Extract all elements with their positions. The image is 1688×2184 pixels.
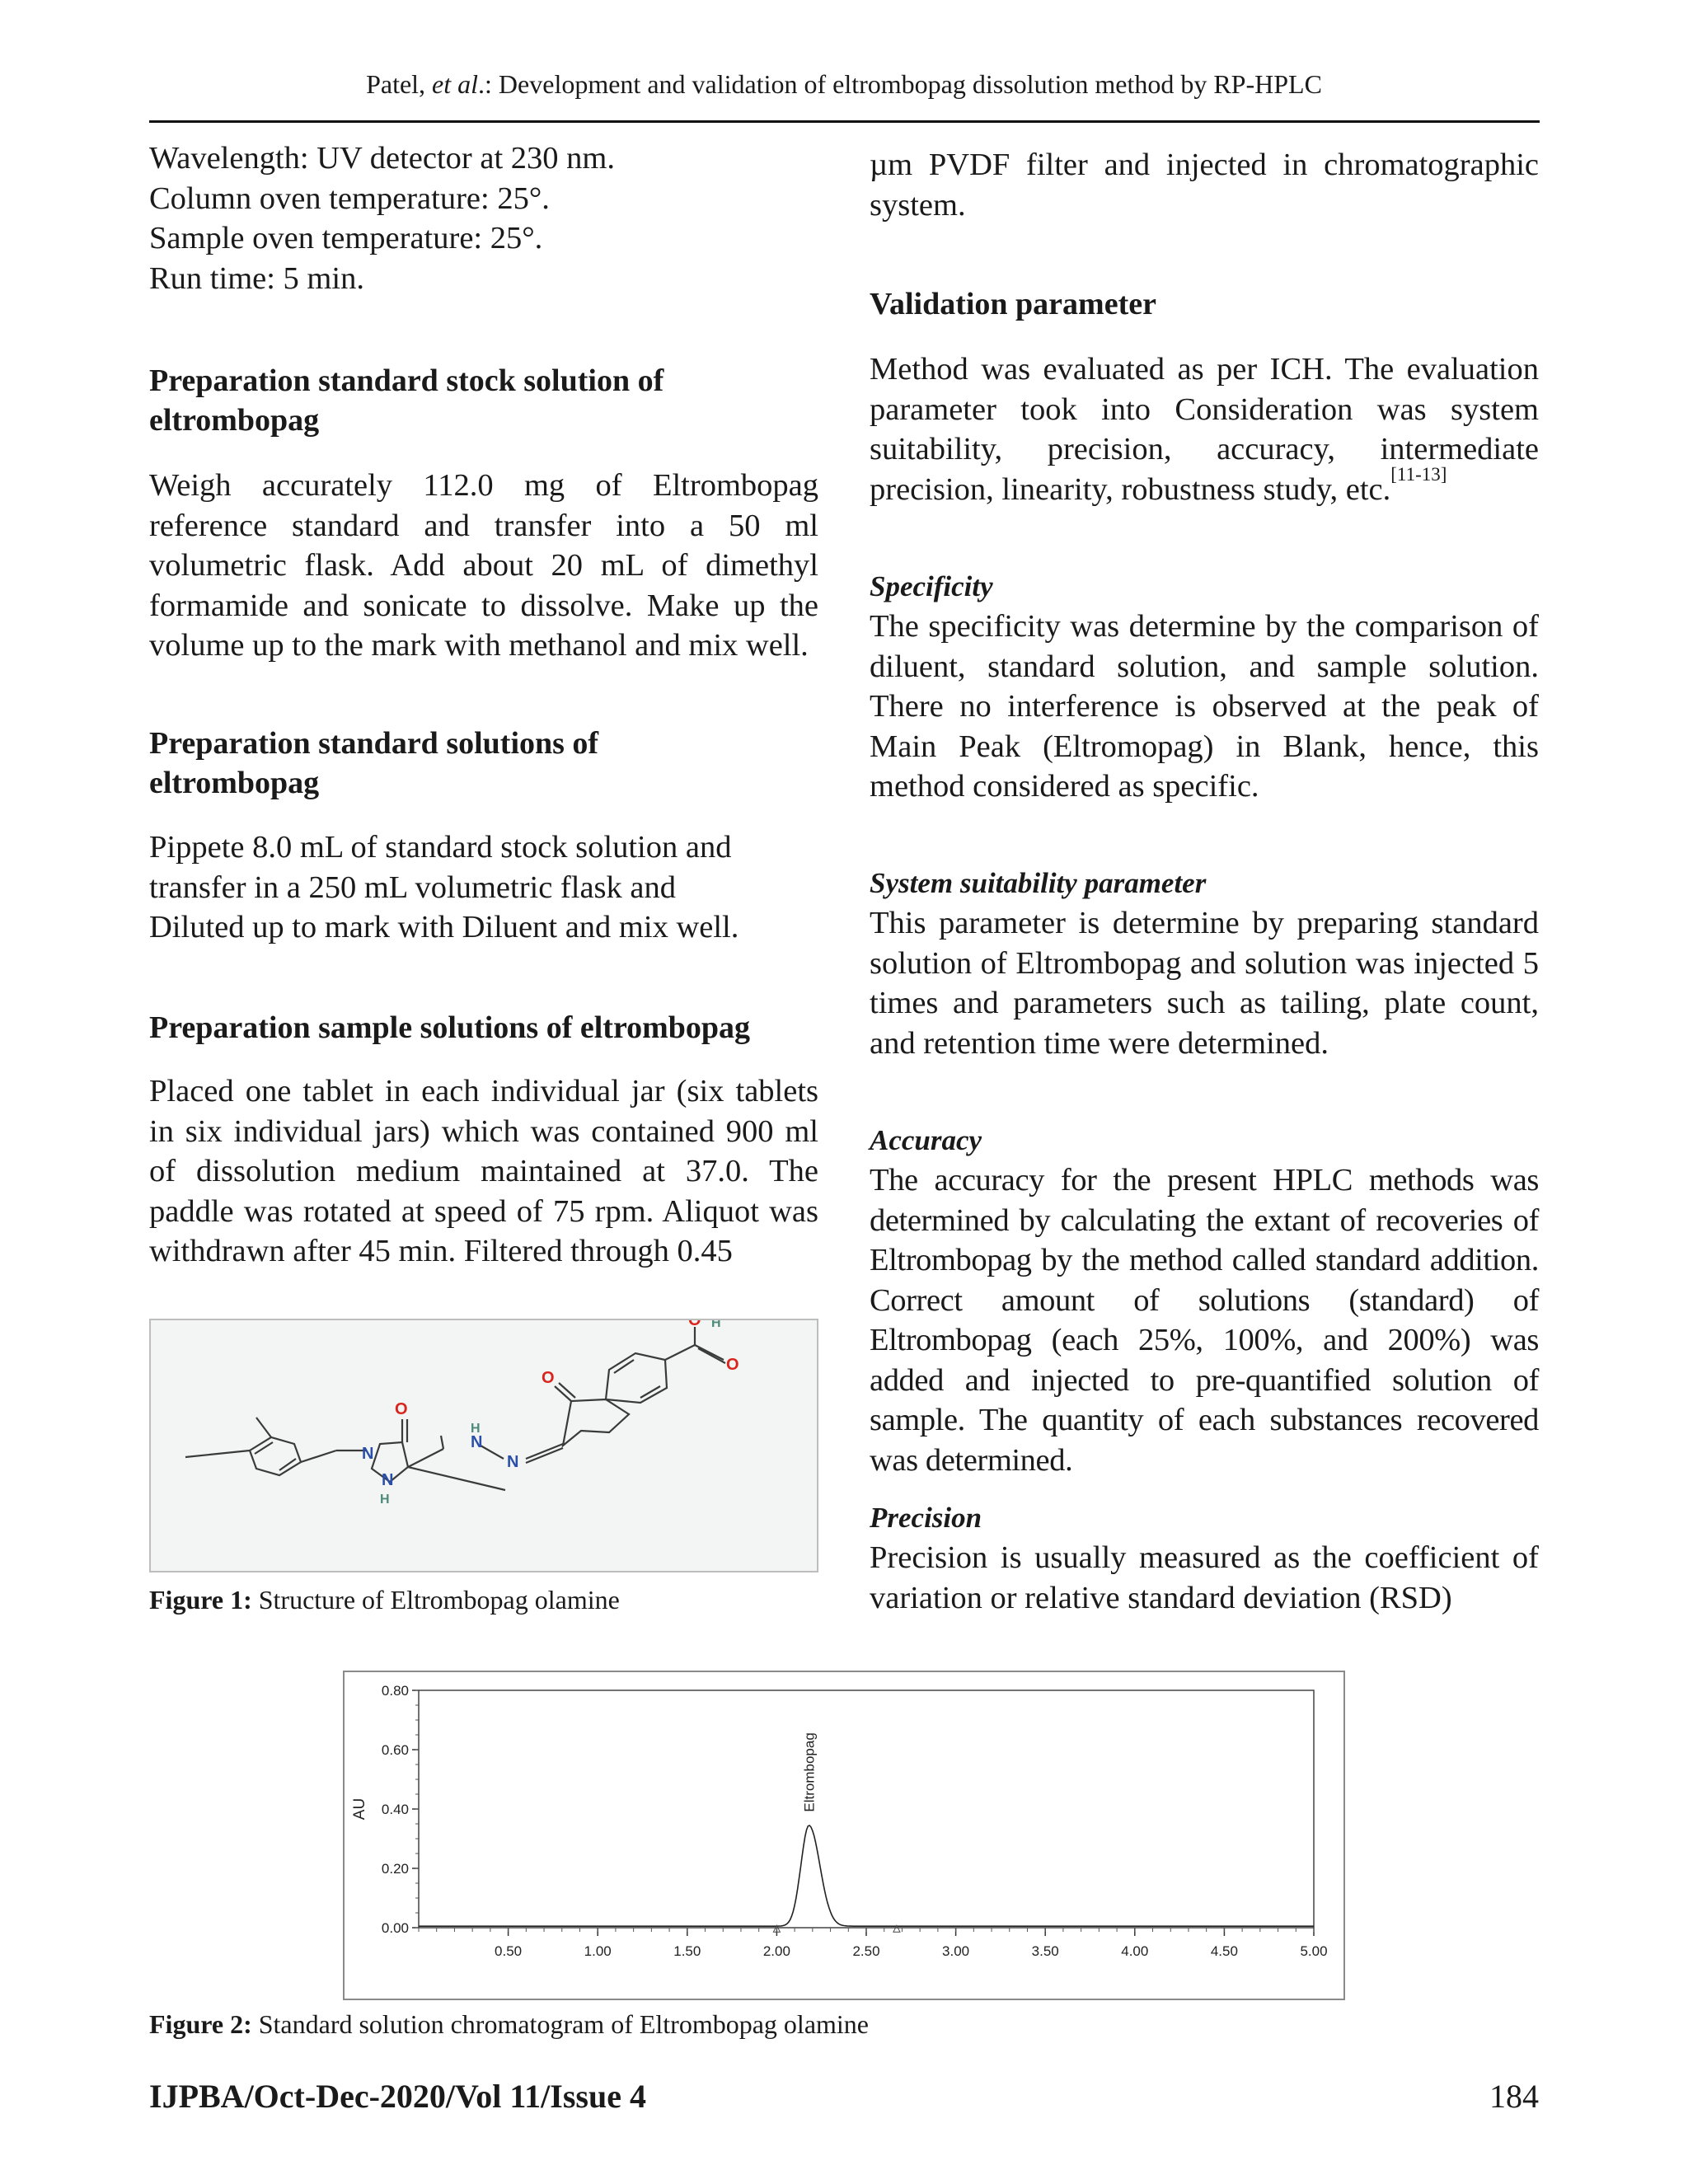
atom-n-pyrazole: N (362, 1445, 374, 1463)
precision-heading: Precision (870, 1502, 982, 1534)
x-tick-label: 1.50 (673, 1943, 701, 1959)
atom-o-carbonyl: O (395, 1400, 408, 1418)
methyl-bond (256, 1418, 271, 1437)
y-tick-label: 0.60 (381, 1742, 409, 1758)
running-head (0, 69, 1688, 100)
validation-text: Method was evaluated as per ICH. The evaluation parameter took into Consideration was system suitability, precision, accuracy, intermediate precision, linearity, robustness study, etc. (870, 352, 1539, 507)
figure-2-label: Figure 2: (149, 2009, 252, 2039)
standard-heading: Preparation standard solutions of eltrombopag (149, 726, 599, 800)
x-tick-label: 2.00 (762, 1943, 790, 1959)
accuracy-section (870, 1121, 1539, 1480)
accuracy-text: The accuracy for the present HPLC methods was determined by calculating the extant of recoveries of Eltrombopag by the method called standard addition. Correct amount of solutions (standard) of Eltrombopag (each 25%, 100%, and 200%) was added and injected to pre-quantified solution of sample. The quantity of each substances recovered was determined. (870, 1163, 1539, 1478)
suitability-section (870, 864, 1539, 1063)
conditions-list (149, 138, 818, 298)
plot-frame (419, 1690, 1314, 1928)
signal-trace (419, 1825, 1314, 1926)
x-tick-label: 5.00 (1300, 1943, 1328, 1959)
accuracy-heading: Accuracy (870, 1124, 982, 1156)
running-head-authors: Patel, (366, 69, 433, 99)
atom-o-acid: O (726, 1356, 739, 1374)
precision-text: Precision is usually measured as the coefficient of variation or relative standard deviation (RSD) (870, 1540, 1539, 1615)
suitability-heading: System suitability parameter (870, 867, 1207, 899)
peak-label: Eltrombopag (801, 1732, 818, 1812)
y-axis-label: AU (351, 1797, 368, 1821)
atom-n-pyrazole-2: N (382, 1471, 394, 1489)
condition-run-time: Run time: 5 min. (149, 260, 364, 296)
continued-paragraph: µm PVDF filter and injected in chromatographic system. (870, 148, 1539, 223)
atom-n-imine: N (507, 1453, 519, 1471)
figure-1-structure (149, 1319, 818, 1572)
condition-column-temp: Column oven temperature: 25°. (149, 180, 550, 216)
header-rule (149, 120, 1540, 123)
sample-paragraph: Placed one tablet in each individual jar (six tablets in six individual jars) which was contained 900 ml of dissolution medium maintained at 37.0. The paddle was rotated at speed of 75 rpm. Aliquot was withdrawn after 45 min. Filtered through 0.45 (149, 1074, 818, 1268)
specificity-heading: Specificity (870, 570, 993, 602)
y-tick-label: 0.00 (381, 1920, 409, 1936)
x-tick-label: 3.00 (942, 1943, 970, 1959)
y-tick-label: 0.40 (381, 1802, 409, 1817)
x-tick-label: 4.50 (1210, 1943, 1238, 1959)
running-head-title: .: Development and validation of eltrombopag dissolution method by RP-HPLC (478, 69, 1322, 99)
standard-text-1: Pippete 8.0 mL of standard stock solution and transfer in a 250 mL volumetric flask and (149, 830, 732, 905)
footer-page-number: 184 (1489, 2078, 1539, 2115)
tolyl-ring (250, 1437, 301, 1475)
sample-heading: Preparation sample solutions of eltrombopag (149, 1010, 751, 1045)
running-head-etal: et al (432, 69, 479, 99)
benzoic-ring (606, 1353, 667, 1403)
precision-section (870, 1498, 1539, 1618)
atom-h-pyrazole: H (380, 1493, 390, 1507)
standard-paragraph (149, 827, 818, 948)
stock-heading: Preparation standard stock solution of eltrombopag (149, 363, 664, 438)
suitability-text: This parameter is determine by preparing standard solution of Eltrombopag and solution was injected 5 times and parameters such as tailing, plate count, and retention time were determined. (870, 906, 1539, 1061)
figure-2-caption-text: Standard solution chromatogram of Eltrombopag olamine (258, 2009, 869, 2039)
y-tick-label: 0.20 (381, 1861, 409, 1877)
figure-1-caption-text: Structure of Eltrombopag olamine (258, 1585, 620, 1615)
y-tick-label: 0.80 (381, 1683, 409, 1699)
figure-2-caption (149, 2009, 869, 2040)
specificity-text: The specificity was determine by the comparison of diluent, standard solution, and sample solution. There no interference is observed at the peak of Main Peak (Eltromopag) in Blank, hence, this method considered as specific. (870, 609, 1539, 804)
stock-paragraph: Weigh accurately 112.0 mg of Eltrombopag reference standard and transfer into a 50 ml volumetric flask. Add about 20 mL of dimethyl formamide and sonicate to dissolve. Make up the volume up to the mark with methanol and mix well. (149, 468, 818, 663)
central-ring (563, 1399, 629, 1446)
validation-paragraph (870, 349, 1539, 509)
atom-o-hydroxyl: O (688, 1320, 701, 1329)
atom-h-hydrazone: H (471, 1422, 481, 1436)
figure-2-chromatogram (343, 1671, 1345, 2000)
validation-reference: [11-13] (1390, 463, 1447, 485)
methyl-bond (185, 1451, 250, 1457)
x-tick-label: 0.50 (495, 1943, 523, 1959)
atom-h-acid: H (711, 1320, 721, 1330)
condition-sample-temp: Sample oven temperature: 25°. (149, 221, 543, 255)
x-tick-label: 4.00 (1121, 1943, 1149, 1959)
figure-1-label: Figure 1: (149, 1585, 252, 1615)
x-tick-label: 1.00 (584, 1943, 612, 1959)
atom-o-ketone: O (542, 1369, 555, 1387)
x-tick-label: 3.50 (1031, 1943, 1059, 1959)
chromatogram-plot (345, 1672, 1343, 1999)
x-tick-label: 2.50 (852, 1943, 880, 1959)
specificity-section (870, 567, 1539, 807)
validation-heading: Validation parameter (870, 287, 1156, 321)
eltrombopag-structure-diagram (151, 1320, 817, 1571)
standard-text-2: Diluted up to mark with Diluent and mix well. (149, 910, 739, 944)
condition-wavelength: Wavelength: UV detector at 230 nm. (149, 141, 615, 176)
figure-1-caption (149, 1585, 620, 1615)
footer-journal: IJPBA/Oct-Dec-2020/Vol 11/Issue 4 (149, 2078, 646, 2115)
atom-n-hydrazone: N (471, 1433, 483, 1451)
